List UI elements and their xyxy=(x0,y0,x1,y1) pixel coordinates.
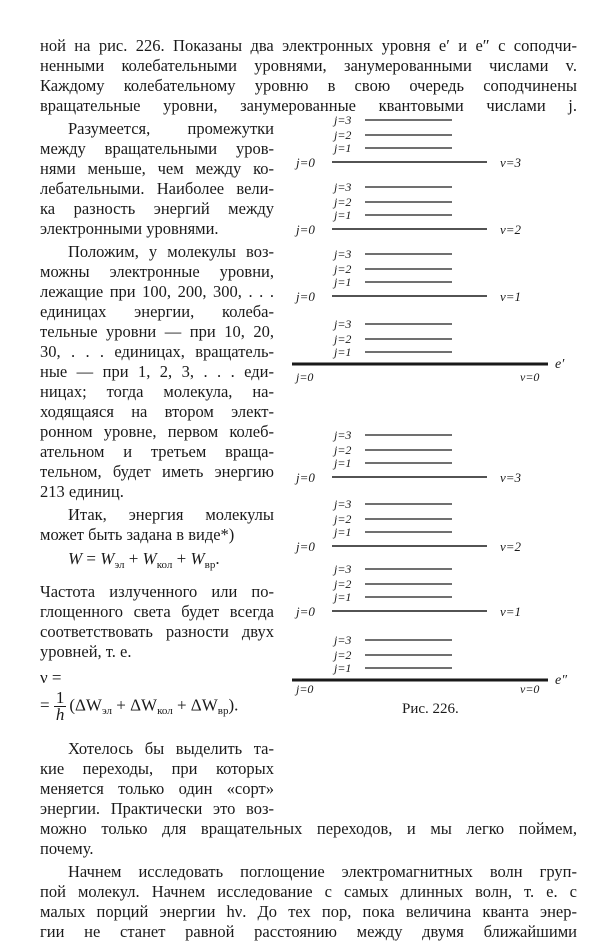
text-line: можны электронные уровни, xyxy=(40,262,274,281)
rotational-level-label: j=0 xyxy=(296,155,315,170)
rotational-level-label: j=2 xyxy=(334,332,352,346)
formula-symbol: W xyxy=(190,549,205,568)
rotational-level-label: j=1 xyxy=(334,345,352,359)
frequency-formula-line1: ν = xyxy=(40,668,62,687)
text-line: ные — при 1, 2, 3, . . . еди- xyxy=(40,362,274,381)
rotational-level-label: j=1 xyxy=(334,208,352,222)
formula-operator: + xyxy=(172,549,191,568)
formula-operator: = xyxy=(82,549,101,568)
rotational-level-label: j=2 xyxy=(334,128,352,142)
rotational-level-label: j=2 xyxy=(334,648,352,662)
text-line: Каждому колебательному уровню в свою очередь соподчинены xyxy=(40,76,577,95)
text-line: нями меньше, чем между ко- xyxy=(40,159,274,178)
formula-symbol: W xyxy=(68,549,83,568)
rotational-level-label: j=2 xyxy=(334,262,352,276)
rotational-level-label: j=0 xyxy=(296,682,314,696)
text-line: соответствовать разности двух xyxy=(40,622,274,641)
rotational-level-label: j=3 xyxy=(334,428,352,442)
formula-term: + ΔW xyxy=(172,695,218,715)
text-line: между вращательными уров- xyxy=(40,139,274,158)
rotational-level-label: j=1 xyxy=(334,661,352,675)
text-line: уровней, т. е. xyxy=(40,642,132,661)
text-line: Хотелось бы выделить та- xyxy=(68,739,274,758)
text-line: энергии. Практически это воз- xyxy=(40,799,274,818)
text-line: ательном и третьем враща- xyxy=(40,442,274,461)
rotational-level-label: j=2 xyxy=(334,577,352,591)
rotational-level-label: j=3 xyxy=(334,562,352,576)
rotational-level-label: j=0 xyxy=(296,222,315,237)
fraction-numerator: 1 xyxy=(55,688,65,707)
rotational-level-label: j=3 xyxy=(334,497,352,511)
rotational-level-label: j=0 xyxy=(296,289,315,304)
formula-subscript: эл xyxy=(101,705,112,718)
text-line: лебательными. Наиболее вели- xyxy=(40,179,274,198)
text-line: ницах; тогда молекула, на- xyxy=(40,382,274,401)
vibrational-level-label: v=2 xyxy=(500,222,522,237)
text-line: лежащие при 100, 200, 300, . . . xyxy=(40,282,274,301)
rotational-level-label: j=1 xyxy=(334,590,352,604)
formula-subscript: вр xyxy=(204,559,216,571)
rotational-level-label: j=0 xyxy=(296,470,315,485)
formula-subscript: вр xyxy=(217,705,229,718)
text-line: ходящаяся на втором элект- xyxy=(40,402,274,421)
rotational-level-label: j=3 xyxy=(334,180,352,194)
formula-operator: . xyxy=(215,549,220,568)
text-line: ненными колебательными уровнями, занумерованными числами v. xyxy=(40,56,577,75)
text-line: ной на рис. 226. Показаны два электронных уровня e′ и e″ с соподчи- xyxy=(40,36,577,55)
fraction-denominator: h xyxy=(55,705,65,724)
text-line: Итак, энергия молекулы xyxy=(68,505,274,524)
text-line: можно только для вращательных переходов, и мы легко поймем, xyxy=(40,819,577,838)
text-line: может быть задана в виде*) xyxy=(40,525,235,544)
formula-subscript: кол xyxy=(157,705,173,718)
rotational-level-label: j=2 xyxy=(334,443,352,457)
text-line: кие переходы, при которых xyxy=(40,759,274,778)
formula-subscript: эл xyxy=(114,559,125,571)
text-line: ронном уровне, первом колеб- xyxy=(40,422,274,441)
formula-symbol: W xyxy=(100,549,115,568)
figure-caption: Рис. 226. xyxy=(402,701,459,717)
text-line: единицах энергии, колеба- xyxy=(40,302,274,321)
formula-term: (ΔW xyxy=(69,695,102,715)
rotational-level-label: j=3 xyxy=(334,113,352,127)
formula-symbol: W xyxy=(142,549,157,568)
rotational-level-label: j=0 xyxy=(296,539,315,554)
formula-operator: = xyxy=(40,695,50,715)
rotational-level-label: j=0 xyxy=(296,370,314,384)
text-line: гии не станет равной расстоянию между двумя ближайшими xyxy=(40,922,577,941)
text-line: тельном, будет иметь энергию xyxy=(40,462,274,481)
rotational-level-label: j=1 xyxy=(334,456,352,470)
text-line: Частота излученного или по- xyxy=(40,582,274,601)
text-line: ка разность энергий между xyxy=(40,199,274,218)
text-line: Разумеется, промежутки xyxy=(68,119,274,138)
rotational-level-label: j=2 xyxy=(334,195,352,209)
text-line: Положим, у молекулы воз- xyxy=(68,242,274,261)
formula-term: ). xyxy=(228,695,239,715)
vibrational-level-label: v=3 xyxy=(500,470,522,485)
text-line: малых порций энергии hν. До тех пор, пока величина кванта энер- xyxy=(40,902,577,921)
vibrational-level-label: v=1 xyxy=(500,604,522,619)
rotational-level-label: j=3 xyxy=(334,317,352,331)
rotational-level-label: j=2 xyxy=(334,512,352,526)
text-line: пой молекул. Начнем исследование с самых длинных волн, т. е. с xyxy=(40,882,577,901)
text-line: меняется только один «сорт» xyxy=(40,779,274,798)
rotational-level-label: j=0 xyxy=(296,604,315,619)
rotational-level-label: j=3 xyxy=(334,633,352,647)
formula-subscript: кол xyxy=(156,559,173,571)
formula-term: + ΔW xyxy=(112,695,158,715)
text-line: почему. xyxy=(40,839,94,858)
rotational-level-label: j=1 xyxy=(334,275,352,289)
vibrational-level-label: v=0 xyxy=(520,370,540,384)
text-line: Начнем исследовать поглощение электромагнитных волн груп- xyxy=(68,862,577,881)
rotational-level-label: j=3 xyxy=(334,247,352,261)
rotational-level-label: j=1 xyxy=(334,525,352,539)
text-line: 30, . . . единицах, вращатель- xyxy=(40,342,274,361)
electronic-level-label: e′ xyxy=(555,357,565,372)
vibrational-level-label: v=2 xyxy=(500,539,522,554)
vibrational-level-label: v=3 xyxy=(500,155,522,170)
text-line: вращательные уровни, занумерованные квантовыми числами j. xyxy=(40,96,577,115)
vibrational-level-label: v=1 xyxy=(500,289,522,304)
electronic-level-label: e″ xyxy=(555,673,568,688)
formula-operator: + xyxy=(124,549,143,568)
text-line: 213 единиц. xyxy=(40,482,124,501)
vibrational-level-label: v=0 xyxy=(520,682,540,696)
text-line: глощенного света будет всегда xyxy=(40,602,274,621)
text-line: электронными уровнями. xyxy=(40,219,219,238)
text-line: тельные уровни — при 10, 20, xyxy=(40,322,274,341)
rotational-level-label: j=1 xyxy=(334,141,352,155)
